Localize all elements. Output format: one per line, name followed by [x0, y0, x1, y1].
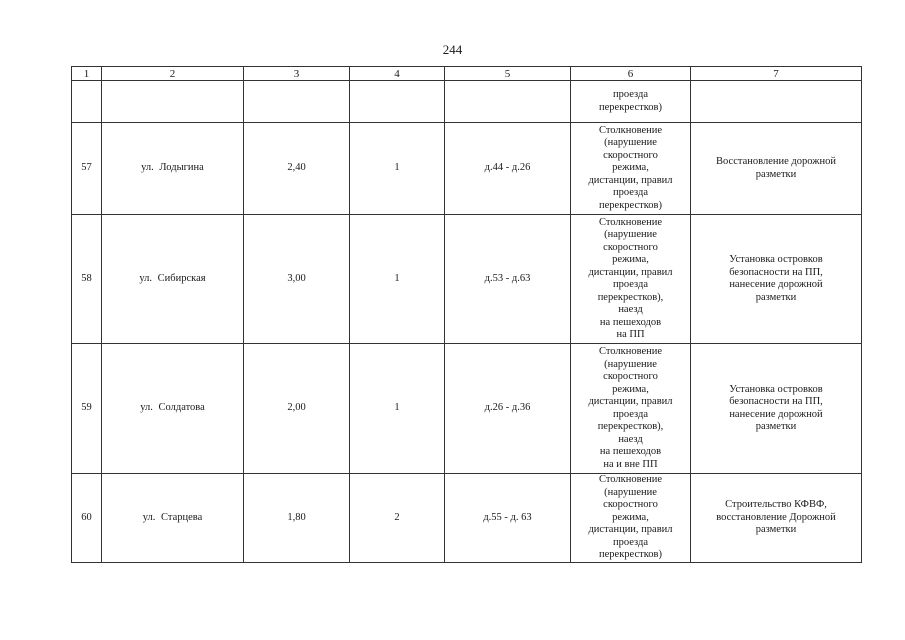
table-row	[72, 344, 862, 474]
cell-count: 1	[350, 123, 445, 215]
header-row	[72, 67, 862, 81]
cell-length: 2,40	[244, 123, 350, 215]
column-header: 2	[102, 67, 244, 81]
table-row	[72, 123, 862, 215]
page-number: 244	[442, 42, 463, 57]
cell-accident-type: проезда перекрестков)	[571, 81, 691, 123]
cell-number: 60	[72, 474, 102, 563]
cell-section: д.53 - д.63	[445, 215, 571, 344]
cell-count: 1	[350, 215, 445, 344]
road-safety-table	[71, 66, 862, 563]
cell-measures: Установка островков безопасности на ПП, нанесение дорожной разметки	[691, 344, 862, 474]
cell-accident-type: Столкновение (нарушение скоростного режима, дистанции, правил проезда перекрестков), наезд на пешеходов на и вне ПП	[571, 344, 691, 474]
cell-measures: Строительство КФВФ, восстановление Дорожной разметки	[691, 474, 862, 563]
table-row	[72, 474, 862, 563]
table-row	[72, 215, 862, 344]
cell-measures: Установка островков безопасности на ПП, нанесение дорожной разметки	[691, 215, 862, 344]
cell-street	[102, 81, 244, 123]
continuation-row	[72, 81, 862, 123]
cell-number	[72, 81, 102, 123]
cell-count: 1	[350, 344, 445, 474]
cell-length	[244, 81, 350, 123]
cell-length: 3,00	[244, 215, 350, 344]
column-header: 7	[691, 67, 862, 81]
column-header: 5	[445, 67, 571, 81]
cell-count	[350, 81, 445, 123]
cell-section	[445, 81, 571, 123]
cell-accident-type: Столкновение (нарушение скоростного режима, дистанции, правил проезда перекрестков)	[571, 474, 691, 563]
cell-street: ул. Сибирская	[102, 215, 244, 344]
cell-length: 2,00	[244, 344, 350, 474]
cell-number: 58	[72, 215, 102, 344]
cell-length: 1,80	[244, 474, 350, 563]
cell-number: 59	[72, 344, 102, 474]
cell-accident-type: Столкновение (нарушение скоростного режима, дистанции, правил проезда перекрестков), наезд на пешеходов на ПП	[571, 215, 691, 344]
cell-section: д.55 - д. 63	[445, 474, 571, 563]
column-header: 6	[571, 67, 691, 81]
cell-street: ул. Солдатова	[102, 344, 244, 474]
column-header: 1	[72, 67, 102, 81]
cell-measures	[691, 81, 862, 123]
cell-measures: Восстановление дорожной разметки	[691, 123, 862, 215]
column-header: 3	[244, 67, 350, 81]
cell-section: д.44 - д.26	[445, 123, 571, 215]
column-header: 4	[350, 67, 445, 81]
cell-count: 2	[350, 474, 445, 563]
cell-street: ул. Старцева	[102, 474, 244, 563]
cell-section: д.26 - д.36	[445, 344, 571, 474]
cell-accident-type: Столкновение (нарушение скоростного режима, дистанции, правил проезда перекрестков)	[571, 123, 691, 215]
cell-number: 57	[72, 123, 102, 215]
cell-street: ул. Лодыгина	[102, 123, 244, 215]
